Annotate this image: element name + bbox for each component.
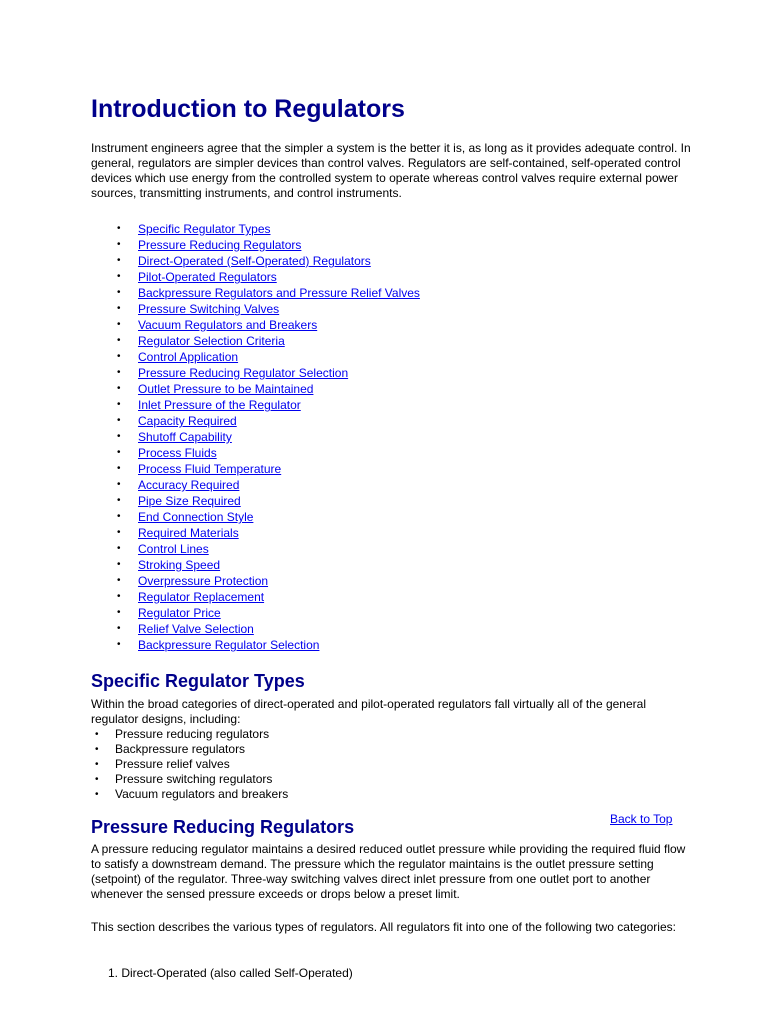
toc-list-item [91, 269, 420, 285]
bullet-icon: • [117, 511, 121, 522]
toc-list-item [91, 429, 420, 445]
toc-link[interactable]: Control Lines [138, 542, 209, 556]
toc-link[interactable]: Outlet Pressure to be Maintained [138, 382, 314, 396]
bullet-icon: • [117, 239, 121, 250]
toc-list-item [91, 509, 420, 525]
toc-link[interactable]: Regulator Replacement [138, 590, 265, 604]
regulator-type-label: Backpressure regulators [115, 742, 246, 756]
toc-list-item [91, 477, 420, 493]
toc-link[interactable]: Required Materials [138, 526, 239, 540]
bullet-icon: • [95, 774, 99, 785]
bullet-icon: • [117, 591, 121, 602]
bullet-icon: • [117, 639, 121, 650]
bullet-icon: • [95, 729, 99, 740]
section-paragraph-categories: This section describes the various types of regulators. All regulators fit into one of the following two categories: [91, 920, 676, 934]
toc-link[interactable]: Capacity Required [138, 414, 237, 428]
bullet-icon: • [117, 271, 121, 282]
toc-list-item [91, 349, 420, 365]
toc-list-item [91, 301, 420, 317]
toc-list-item [91, 365, 420, 381]
toc-list-item [91, 589, 420, 605]
toc-list-item [91, 413, 420, 429]
regulator-type-item [91, 757, 288, 772]
bullet-icon: • [95, 789, 99, 800]
bullet-icon: • [117, 303, 121, 314]
toc-list-item [91, 461, 420, 477]
toc-link[interactable]: Specific Regulator Types [138, 222, 271, 236]
toc-list-item [91, 541, 420, 557]
toc-list-item [91, 573, 420, 589]
toc-list-item [91, 285, 420, 301]
toc-link[interactable]: Overpressure Protection [138, 574, 269, 588]
toc-list-item [91, 605, 420, 621]
regulator-type-label: Vacuum regulators and breakers [115, 787, 289, 801]
toc-link[interactable]: Inlet Pressure of the Regulator [138, 398, 301, 412]
bullet-icon: • [95, 759, 99, 770]
regulator-type-item [91, 742, 288, 757]
bullet-icon: • [117, 463, 121, 474]
regulator-type-item [91, 727, 288, 742]
page-title: Introduction to Regulators [91, 95, 405, 123]
toc-link[interactable]: Relief Valve Selection [138, 622, 254, 636]
toc-list-item [91, 221, 420, 237]
toc-list-item [91, 525, 420, 541]
toc-list-item [91, 397, 420, 413]
regulator-type-item [91, 787, 288, 802]
toc-list-item [91, 317, 420, 333]
toc-list-item [91, 637, 420, 653]
section-heading-specific-regulator-types: Specific Regulator Types [91, 671, 305, 691]
toc-link[interactable]: End Connection Style [138, 510, 254, 524]
toc-link[interactable]: Process Fluids [138, 446, 217, 460]
bullet-icon: • [117, 415, 121, 426]
toc-link[interactable]: Regulator Selection Criteria [138, 334, 285, 348]
toc-list-item [91, 445, 420, 461]
bullet-icon: • [117, 255, 121, 266]
bullet-icon: • [117, 319, 121, 330]
toc-list-item [91, 493, 420, 509]
toc-list-item [91, 253, 420, 269]
bullet-icon: • [117, 351, 121, 362]
section-heading-pressure-reducing-regulators: Pressure Reducing Regulators [91, 817, 355, 837]
toc-link[interactable]: Pressure Switching Valves [138, 302, 280, 316]
toc-link[interactable]: Stroking Speed [138, 558, 221, 572]
bullet-icon: • [117, 399, 121, 410]
toc-link[interactable]: Backpressure Regulator Selection [138, 638, 320, 652]
toc-list-item [91, 237, 420, 253]
bullet-icon: • [117, 287, 121, 298]
toc-link[interactable]: Regulator Price [138, 606, 221, 620]
section-paragraph-pressure-reducing: A pressure reducing regulator maintains a desired reduced outlet pressure while providing the required fluid flow to satisfy a downstream demand. The pressure which the regulator maintains is the outlet pressure setting (setpoint) of the regulator. Three-way switching valves direct inlet pressure from one outlet port to another whenever the sensed pressure exceeds or drops below a preset limit. [91, 842, 686, 901]
bullet-icon: • [117, 383, 121, 394]
bullet-icon: • [117, 367, 121, 378]
bullet-icon: • [117, 623, 121, 634]
bullet-icon: • [117, 575, 121, 586]
toc-link[interactable]: Pressure Reducing Regulators [138, 238, 302, 252]
toc-link[interactable]: Vacuum Regulators and Breakers [138, 318, 318, 332]
regulator-type-item [91, 772, 288, 787]
toc-list-item [91, 333, 420, 349]
toc-list-item [91, 621, 420, 637]
toc-link[interactable]: Process Fluid Temperature [138, 462, 282, 476]
toc-link[interactable]: Backpressure Regulators and Pressure Relief Valves [138, 286, 420, 300]
toc-link[interactable]: Direct-Operated (Self-Operated) Regulators [138, 254, 371, 268]
toc-list-item [91, 557, 420, 573]
bullet-icon: • [117, 335, 121, 346]
bullet-icon: • [117, 431, 121, 442]
section-paragraph-specific-types: Within the broad categories of direct-operated and pilot-operated regulators fall virtually all of the general regulator designs, including: [91, 697, 646, 726]
bullet-icon: • [117, 495, 121, 506]
toc-link[interactable]: Control Application [138, 350, 239, 364]
bullet-icon: • [117, 543, 121, 554]
bullet-icon: • [117, 479, 121, 490]
categories-numbered-list [91, 966, 353, 981]
regulator-type-label: Pressure switching regulators [115, 772, 273, 786]
bullet-icon: • [117, 559, 121, 570]
toc-link[interactable]: Pilot-Operated Regulators [138, 270, 277, 284]
category-list-item: 1. Direct-Operated (also called Self-Operated) [108, 966, 353, 980]
intro-paragraph: Instrument engineers agree that the simpler a system is the better it is, as long as it provides adequate control. In general, regulators are simpler devices than control valves. Regulators are self-contained, self-operated control devices which use energy from the controlled system to operate whereas control valves require external power sources, transmitting instruments, and control instruments. [91, 141, 691, 200]
bullet-icon: • [117, 447, 121, 458]
regulator-type-label: Pressure reducing regulators [115, 727, 270, 741]
toc-list-item [91, 381, 420, 397]
toc-link[interactable]: Shutoff Capability [138, 430, 232, 444]
bullet-icon: • [117, 607, 121, 618]
toc-link[interactable]: Accuracy Required [138, 478, 240, 492]
table-of-contents [91, 221, 420, 653]
regulator-types-list [91, 727, 288, 802]
bullet-icon: • [117, 223, 121, 234]
back-to-top-link[interactable]: Back to Top [610, 812, 673, 826]
bullet-icon: • [117, 527, 121, 538]
regulator-type-label: Pressure relief valves [115, 757, 230, 771]
toc-link[interactable]: Pressure Reducing Regulator Selection [138, 366, 349, 380]
bullet-icon: • [95, 744, 99, 755]
toc-link[interactable]: Pipe Size Required [138, 494, 241, 508]
